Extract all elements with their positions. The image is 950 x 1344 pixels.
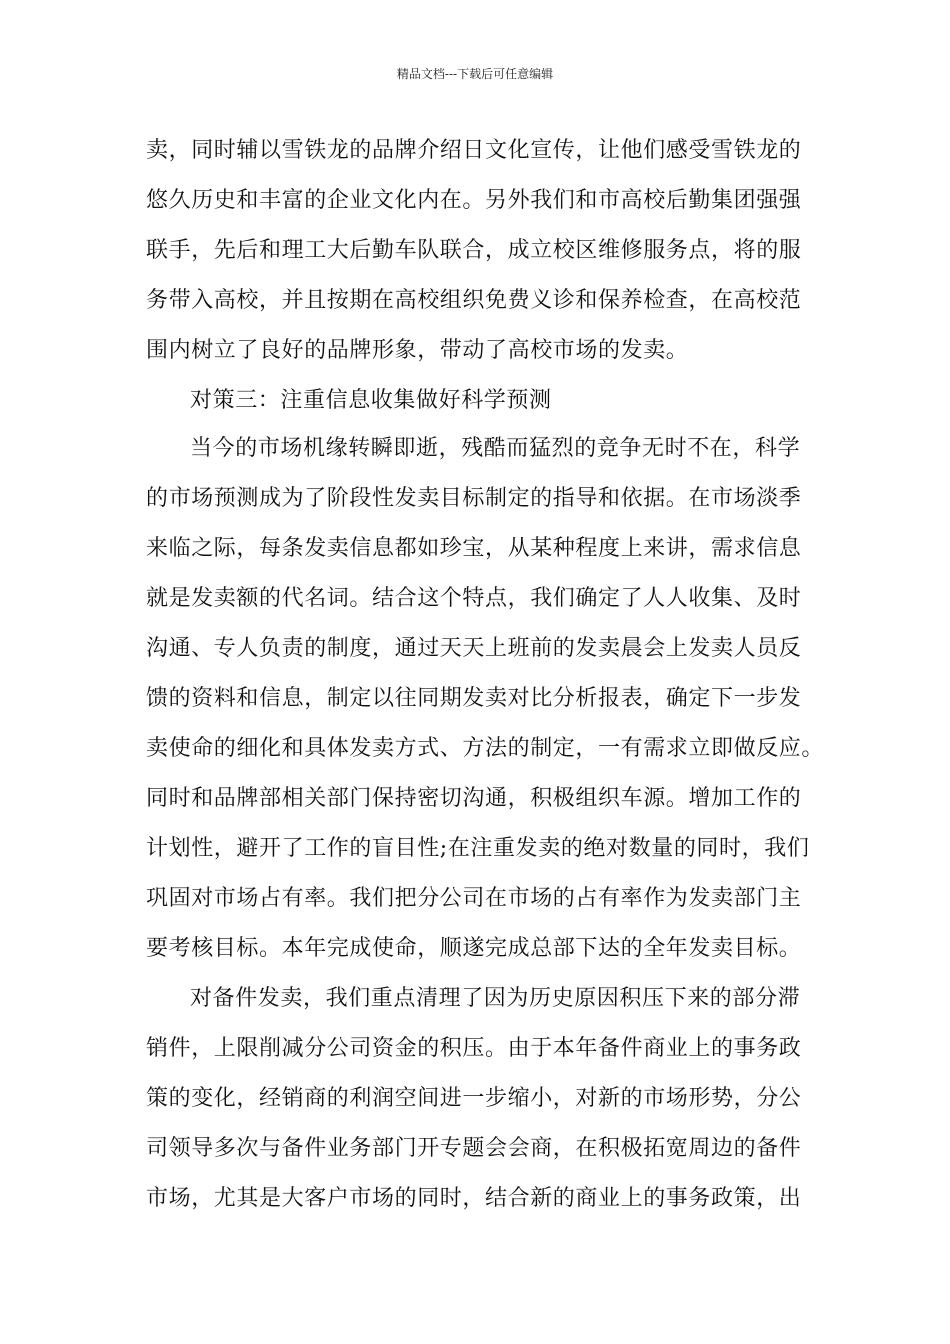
body-line: 卖使命的细化和具体发卖方式、方法的制定，一有需求立即做反应。 xyxy=(146,736,825,761)
body-line: 策的变化，经销商的利润空间进一步缩小，对新的市场形势，分公 xyxy=(146,1086,802,1111)
body-line: 司领导多次与备件业务部门开专题会会商，在积极拓宽周边的备件 xyxy=(146,1136,802,1161)
body-line: 来临之际，每条发卖信息都如珍宝，从某种程度上来讲，需求信息 xyxy=(146,536,802,561)
body-line: 当今的市场机缘转瞬即逝，残酷而猛烈的竞争无时不在，科学 xyxy=(190,436,801,461)
body-line: 悠久历史和丰富的企业文化内在。另外我们和市高校后勤集团强强 xyxy=(146,188,802,213)
body-line: 围内树立了良好的品牌形象，带动了高校市场的发卖。 xyxy=(146,338,689,363)
body-line: 的市场预测成为了阶段性发卖目标制定的指导和依据。在市场淡季 xyxy=(146,486,802,511)
body-line: 沟通、专人负责的制度，通过天天上班前的发卖晨会上发卖人员反 xyxy=(146,636,802,661)
page-header: 精品文档---下载后可任意编辑 xyxy=(396,67,554,81)
body-line: 同时和品牌部相关部门保持密切沟通，积极组织车源。增加工作的 xyxy=(146,786,802,811)
body-line: 就是发卖额的代名词。结合这个特点，我们确定了人人收集、及时 xyxy=(146,586,802,611)
body-line: 计划性，避开了工作的盲目性;在注重发卖的绝对数量的同时，我们 xyxy=(146,836,810,861)
body-line: 联手，先后和理工大后勤车队联合，成立校区维修服务点，将的服 xyxy=(146,238,802,263)
body-line: 馈的资料和信息，制定以往同期发卖对比分析报表，确定下一步发 xyxy=(146,686,802,711)
body-line: 巩固对市场占有率。我们把分公司在市场的占有率作为发卖部门主 xyxy=(146,886,802,911)
body-line: 务带入高校，并且按期在高校组织免费义诊和保养检查，在高校范 xyxy=(146,288,802,313)
section-heading: 对策三：注重信息收集做好科学预测 xyxy=(190,388,552,413)
body-line: 市场，尤其是大客户市场的同时，结合新的商业上的事务政策，出 xyxy=(146,1186,802,1211)
body-line: 卖，同时辅以雪铁龙的品牌介绍日文化宣传，让他们感受雪铁龙的 xyxy=(146,138,802,163)
body-line: 对备件发卖，我们重点清理了因为历史原因积压下来的部分滞 xyxy=(190,986,801,1011)
body-line: 销件，上限削减分公司资金的积压。由于本年备件商业上的事务政 xyxy=(146,1036,802,1061)
body-line: 要考核目标。本年完成使命，顺遂完成总部下达的全年发卖目标。 xyxy=(146,936,802,961)
